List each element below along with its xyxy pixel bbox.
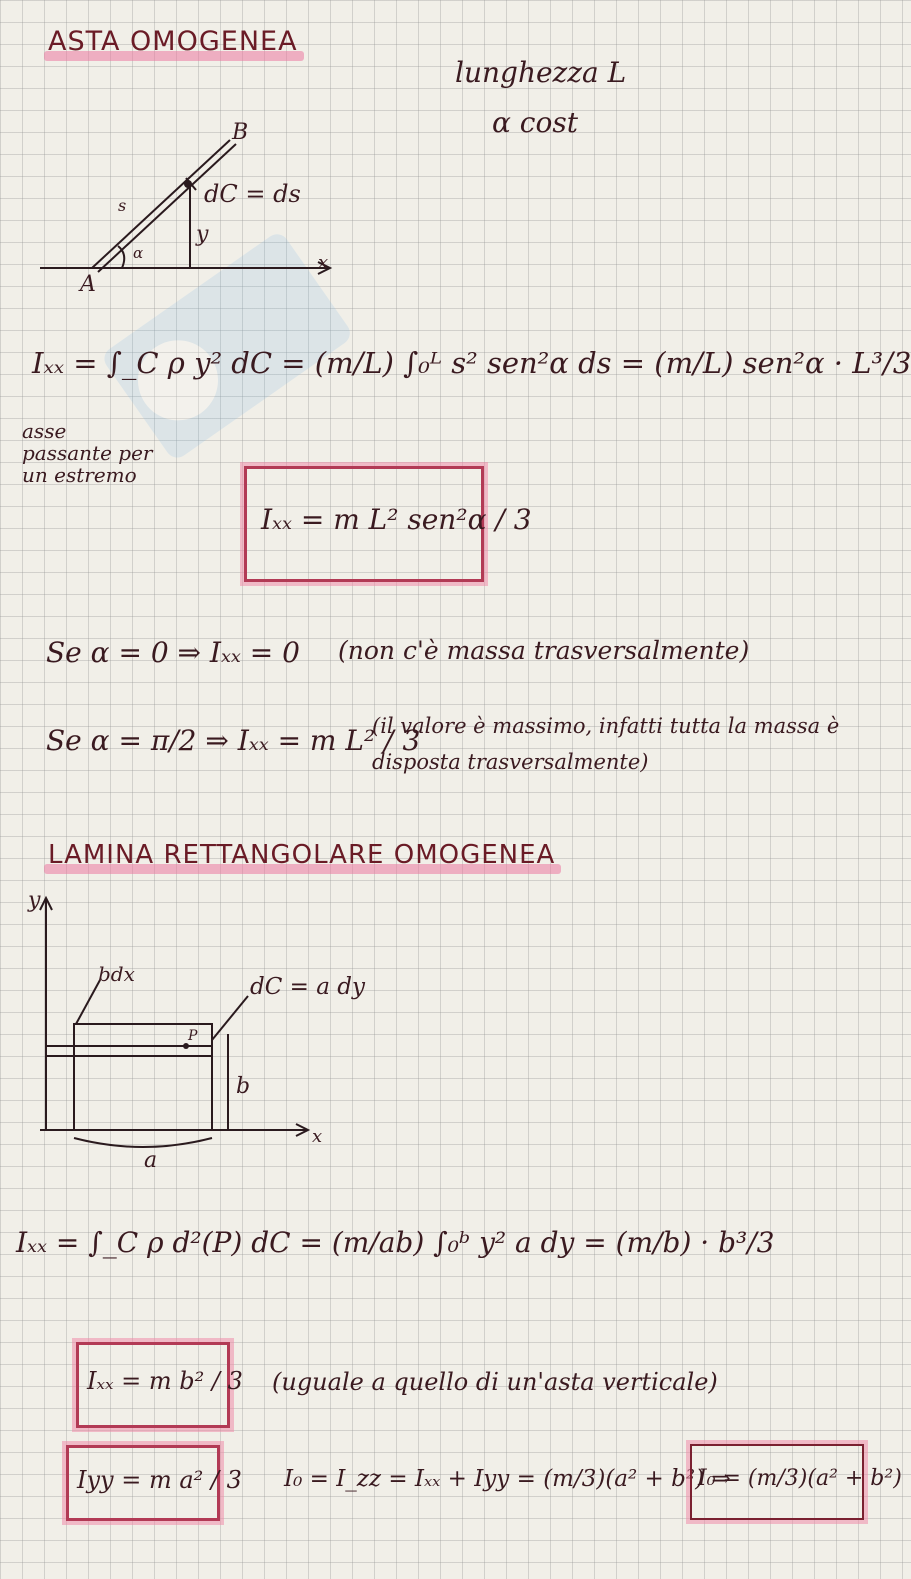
bdx-leader [76,980,100,1024]
given-alpha: α cost [492,106,578,139]
I0-chain: I₀ = I_zz = Iₓₓ + Iyy = (m/3)(a² + b²) ⇒ [284,1466,731,1492]
result-Iyy-lamina: Iyy = m a² / 3 [77,1466,242,1494]
label-y: y [196,222,209,247]
Ixx-note: (uguale a quello di un'asta verticale) [272,1368,718,1396]
label-A: A [80,272,96,297]
label-x-2: x [312,1126,323,1147]
case-alpha-halfpi: Se α = π/2 ⇒ Iₓₓ = m L² / 3 [46,724,421,757]
result-box-Iyy [66,1445,242,1521]
a-dimension [74,1138,212,1147]
section-title-asta: ASTA OMOGENEA [48,26,298,57]
label-y-2: y [28,888,41,913]
case-alpha-zero: Se α = 0 ⇒ Iₓₓ = 0 [46,636,300,669]
label-dC-ady: dC = a dy [250,974,365,1000]
result-I0: I₀ = (m/3)(a² + b²) [698,1466,902,1491]
label-P: P [188,1028,198,1044]
case-alpha-zero-note: (non c'è massa trasversalmente) [338,636,750,665]
result-Ixx-rod: Iₓₓ = m L² sen²α / 3 [261,503,532,536]
dC-leader [212,996,248,1040]
formula-Ixx-rod: Iₓₓ = ∫_C ρ y² dC = (m/L) ∫₀ᴸ s² sen²α ds = (m/L) sen²α · L³/3 [32,346,911,380]
case-alpha-halfpi-note: (il valore è massimo, infatti tutta la massa è disposta trasversalmente) [372,714,840,774]
label-B: B [232,120,249,145]
result-box-Ixx [76,1342,243,1428]
label-a: a [144,1148,158,1173]
section-title-lamina: LAMINA RETTANGOLARE OMOGENEA [48,840,556,870]
result-box-I0 [690,1444,902,1520]
label-s: s [118,196,127,215]
formula-Ixx-lamina: Iₓₓ = ∫_C ρ d²(P) dC = (m/ab) ∫₀ᵇ y² a dy = (m/b) · b³/3 [16,1226,775,1259]
label-x: x [318,252,329,273]
label-dC-ds: dC = ds [204,180,301,208]
result-Ixx-lamina: Iₓₓ = m b² / 3 [87,1367,243,1395]
label-bdx: bdx [98,962,135,986]
label-b: b [236,1074,251,1099]
given-length: lunghezza L [455,56,627,89]
axis-note: asse passante per un estremo [22,419,153,487]
label-alpha: α [133,244,144,262]
